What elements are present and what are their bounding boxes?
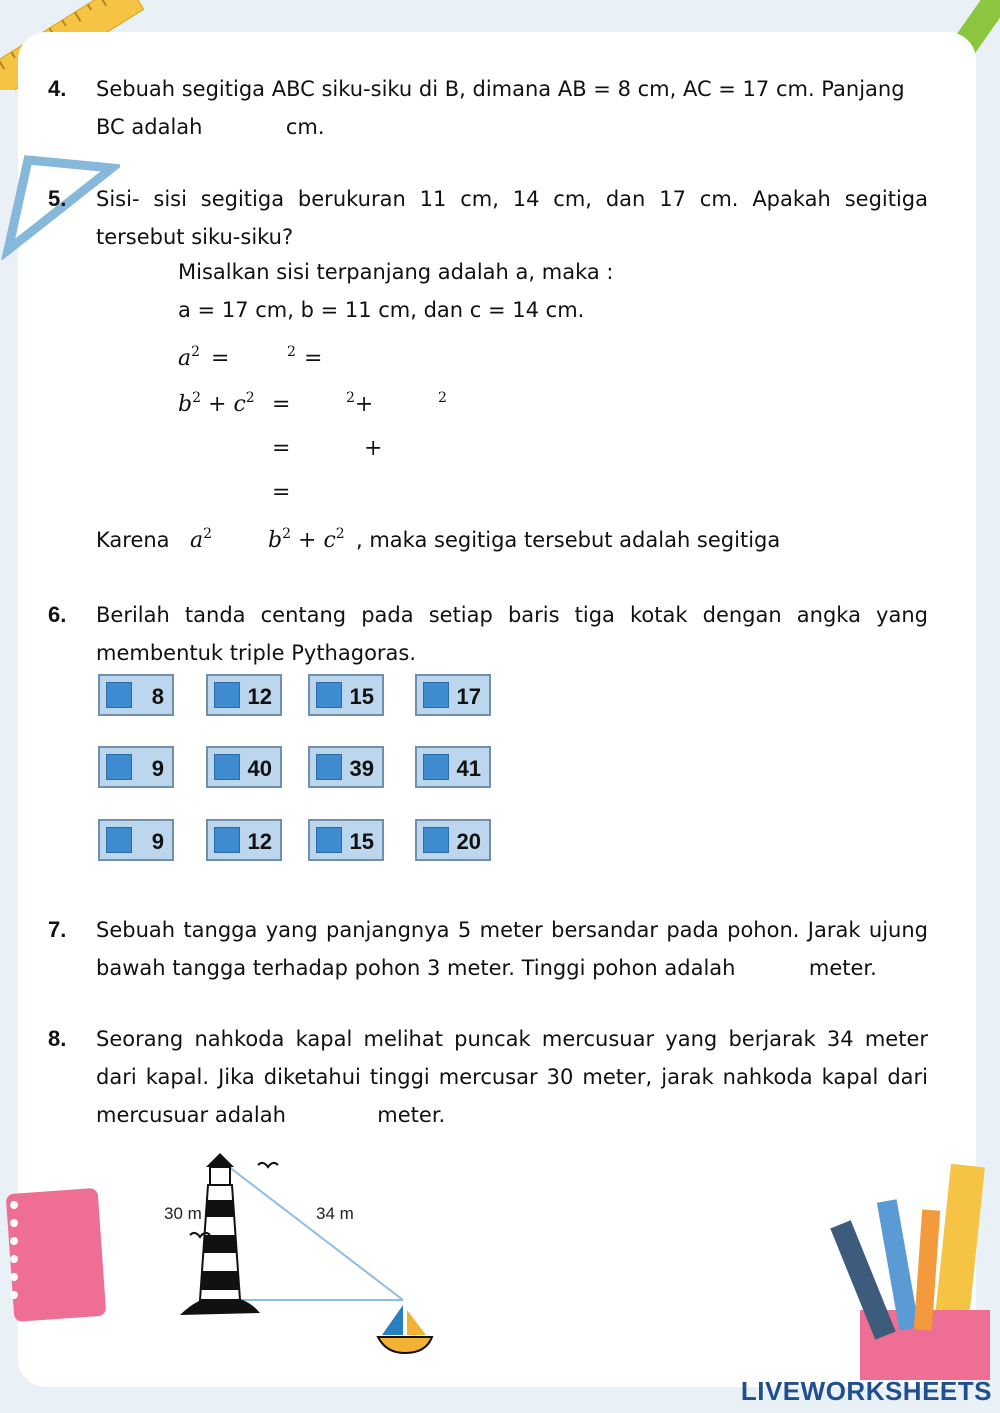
option-number: 15 <box>349 829 374 854</box>
question-text: Sebuah tangga yang panjangnya 5 meter bersandar pada pohon. Jarak ujung bawah tangga terhadap pohon 3 meter. Tinggi pohon adalah <box>96 918 928 980</box>
option-number: 9 <box>151 756 164 781</box>
height-label: 30 m <box>164 1204 202 1223</box>
question-number: 8. <box>48 1026 67 1051</box>
question-text: Berilah tanda centang pada setiap baris tiga kotak dengan angka yang membentuk triple Pythagoras. <box>96 603 928 665</box>
stationery-decoration <box>800 1160 1000 1380</box>
option-number: 9 <box>151 829 164 854</box>
answer-blank[interactable] <box>392 390 436 416</box>
answer-blank[interactable] <box>300 478 370 504</box>
question-7 <box>48 911 928 987</box>
answer-blank[interactable] <box>330 344 410 370</box>
checkbox[interactable] <box>316 754 342 780</box>
checkbox[interactable] <box>423 827 449 853</box>
question-text-line2: BC adalah <box>96 115 203 139</box>
question-number: 4. <box>48 76 67 101</box>
option-number: 39 <box>349 756 374 781</box>
unit-label: cm. <box>285 115 325 139</box>
question-4 <box>48 70 928 146</box>
number-option <box>206 746 282 788</box>
checkbox[interactable] <box>106 827 132 853</box>
number-option <box>98 819 174 861</box>
equation-b2-plus-c2: $b^2 + c^2$ <box>178 390 255 417</box>
question-6 <box>48 596 928 672</box>
solution-step-2: a = 17 cm, b = 11 cm, dan c = 14 cm. <box>178 298 585 322</box>
checkbox[interactable] <box>106 754 132 780</box>
number-option <box>415 819 491 861</box>
checkbox[interactable] <box>214 754 240 780</box>
option-number: 8 <box>151 684 164 709</box>
number-option <box>206 819 282 861</box>
answer-blank[interactable] <box>293 1100 371 1122</box>
hypotenuse-label: 34 m <box>316 1204 354 1223</box>
checkbox[interactable] <box>316 682 342 708</box>
option-number: 17 <box>456 684 481 709</box>
equation-a-squared: $a^2$ <box>178 344 201 371</box>
conclusion-text: , maka segitiga tersebut adalah segitiga <box>356 528 781 552</box>
lighthouse-figure <box>160 1145 460 1370</box>
option-number: 12 <box>247 684 272 709</box>
answer-blank[interactable] <box>742 953 802 975</box>
number-option <box>308 819 384 861</box>
bird-icon <box>258 1163 278 1167</box>
conclusion-karena: Karena <box>96 528 170 552</box>
checkbox[interactable] <box>423 682 449 708</box>
answer-blank[interactable] <box>240 344 284 370</box>
checkbox[interactable] <box>214 682 240 708</box>
answer-blank[interactable] <box>209 112 279 134</box>
question-text: Seorang nahkoda kapal melihat puncak mercusuar yang berjarak 34 meter dari kapal. Jika diketahui tinggi mercusar 30 meter, jarak nahkoda kapal dari mercusuar adalah <box>96 1027 928 1127</box>
checkbox[interactable] <box>106 682 132 708</box>
checkbox[interactable] <box>214 827 240 853</box>
option-number: 20 <box>456 829 481 854</box>
answer-blank[interactable] <box>300 390 344 416</box>
number-option <box>98 674 174 716</box>
question-text: Sebuah segitiga ABC siku-siku di B, dimana AB = 8 cm, AC = 17 cm. Panjang <box>96 77 905 101</box>
number-option <box>308 746 384 788</box>
notebook-decoration <box>0 1185 110 1325</box>
number-option <box>415 674 491 716</box>
unit-label: meter. <box>377 1103 446 1127</box>
sailboat-icon <box>378 1305 432 1353</box>
number-option <box>415 746 491 788</box>
question-8 <box>48 1020 928 1134</box>
question-number: 7. <box>48 917 67 942</box>
answer-blank[interactable] <box>392 434 448 460</box>
checkbox[interactable] <box>316 827 342 853</box>
option-number: 40 <box>247 756 272 781</box>
option-number: 15 <box>349 684 374 709</box>
liveworksheets-brand: LIVEWORKSHEETS <box>740 1376 992 1406</box>
checkbox[interactable] <box>423 754 449 780</box>
number-option <box>206 674 282 716</box>
number-option <box>308 674 384 716</box>
question-5 <box>48 180 928 256</box>
number-option <box>98 746 174 788</box>
solution-step-1: Misalkan sisi terpanjang adalah a, maka : <box>178 260 614 284</box>
comparison-blank[interactable] <box>228 528 264 554</box>
option-number: 41 <box>456 756 481 781</box>
question-number: 5. <box>48 186 67 211</box>
hypotenuse-line <box>220 1160 403 1300</box>
answer-blank[interactable] <box>300 434 356 460</box>
option-number: 12 <box>247 829 272 854</box>
unit-label: meter. <box>808 956 877 980</box>
question-text: Sisi- sisi segitiga berukuran 11 cm, 14 cm, dan 17 cm. Apakah segitiga tersebut siku-siku? <box>96 187 928 249</box>
question-number: 6. <box>48 602 67 627</box>
